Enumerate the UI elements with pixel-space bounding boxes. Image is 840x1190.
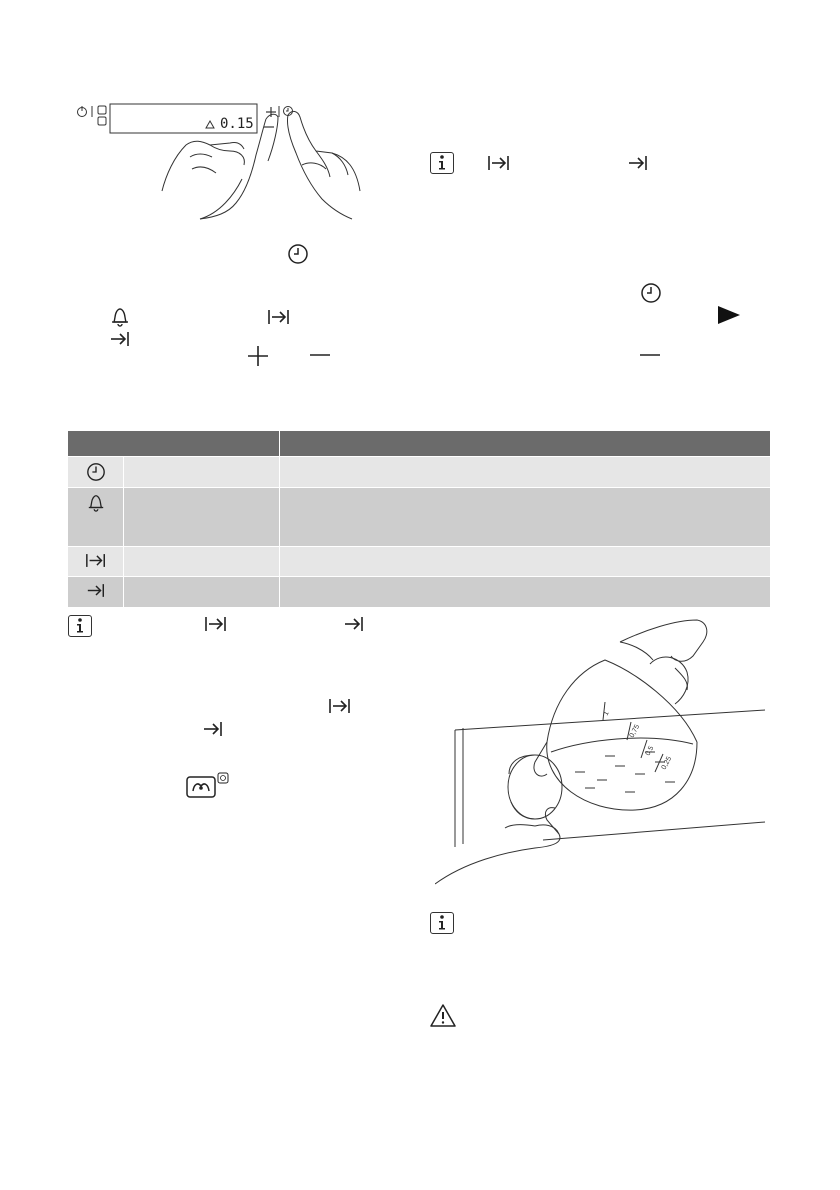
function-table: [68, 431, 770, 607]
end-icon: [627, 154, 649, 172]
clock-icon: [287, 243, 309, 265]
info-icon: [68, 615, 92, 637]
control-panel-illustration: [70, 95, 370, 230]
end-icon: [343, 615, 365, 633]
clock-icon: [640, 282, 662, 304]
info-icon: [430, 912, 454, 934]
bell-icon: [110, 306, 130, 328]
plus-icon: [247, 345, 269, 367]
table-header-function: [68, 431, 280, 457]
display-readout: 0.15: [220, 116, 254, 132]
end-icon: [109, 330, 131, 348]
water-jug-illustration: [435, 612, 770, 894]
right-hand-drawing: [287, 111, 360, 219]
end-icon: [202, 720, 224, 738]
clock-icon: [86, 462, 106, 487]
table-cell-description: [280, 547, 771, 577]
end-icon: [86, 582, 106, 604]
info-icon: [430, 152, 454, 174]
table-cell-description: [280, 577, 771, 607]
bell-indicator-icon: [206, 121, 214, 128]
oven-function-icon: [186, 772, 252, 798]
table-header-description: [280, 431, 771, 457]
table-cell-name: [124, 577, 280, 607]
duration-icon: [204, 615, 228, 633]
jug-marking: 0,5: [644, 745, 656, 757]
table-row: [68, 457, 770, 488]
table-cell-description: [280, 488, 771, 547]
table-cell-description: [280, 457, 771, 488]
table-row: [68, 547, 770, 577]
table-cell-name: [124, 547, 280, 577]
bell-icon: [87, 493, 105, 518]
duration-icon: [487, 154, 511, 172]
power-icon: [78, 106, 87, 117]
table-row: [68, 577, 770, 607]
jug-marking: 1: [602, 710, 611, 717]
warning-icon: [429, 1003, 457, 1028]
duration-icon: [85, 552, 107, 574]
duration-icon: [328, 697, 352, 715]
minus-icon: [640, 352, 660, 358]
table-cell-name: [124, 457, 280, 488]
minus-icon: [310, 352, 330, 358]
table-row: [68, 488, 770, 547]
jug-marking: 0,25: [660, 755, 674, 771]
jug-marking: 0,75: [628, 723, 642, 739]
start-triangle-icon: [717, 305, 741, 325]
table-cell-name: [124, 488, 280, 547]
duration-icon: [267, 308, 291, 326]
